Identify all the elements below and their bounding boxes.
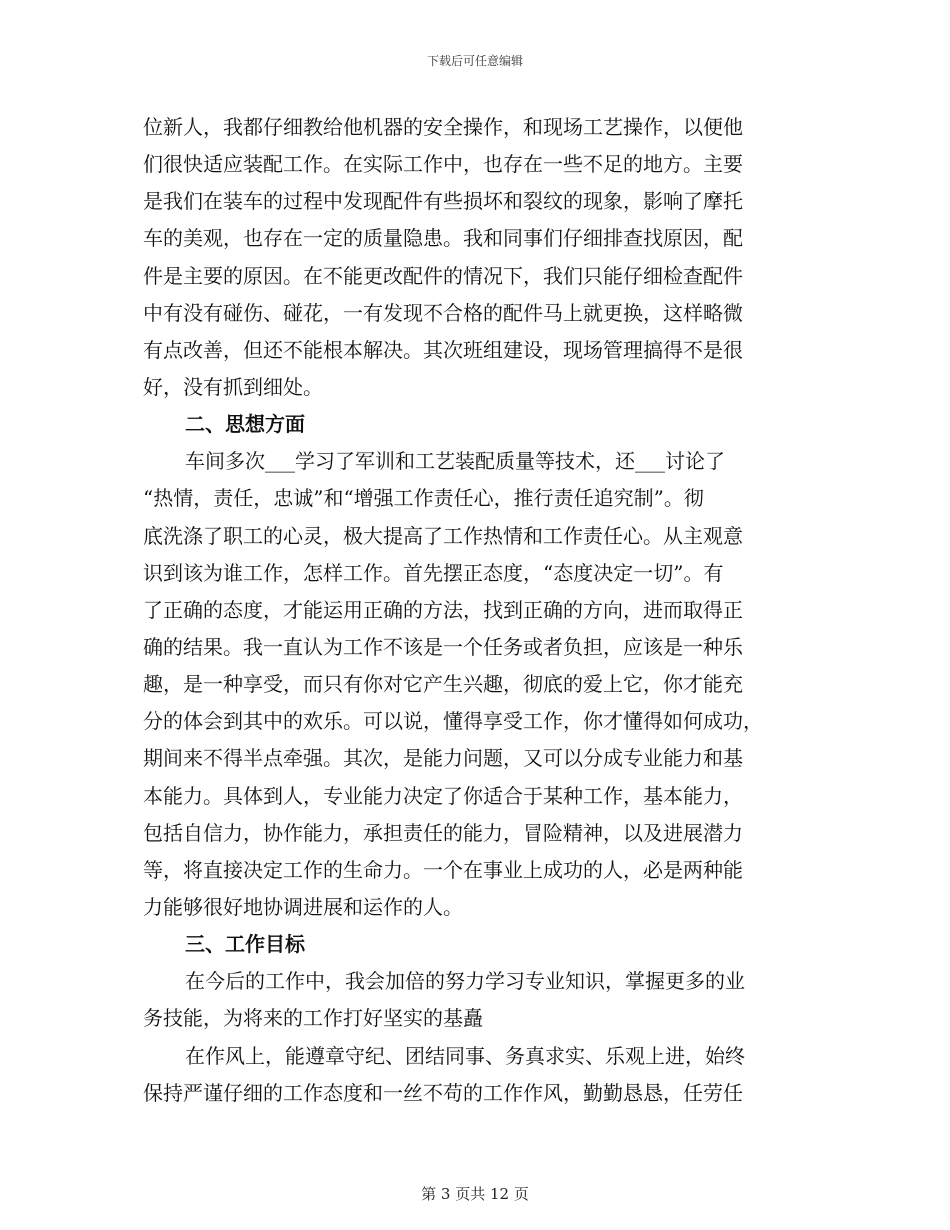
body-line: 保持严谨仔细的工作态度和一丝不苟的工作作风，勤勤恳恳，任劳任	[143, 1080, 743, 1105]
section-heading-thought: 二、思想方面	[185, 412, 305, 437]
paragraph-start: 在今后的工作中，我会加倍的努力学习专业知识，掌握更多的业	[185, 969, 745, 994]
body-line: 了正确的态度，才能运用正确的方法，找到正确的方向，进而取得正	[143, 597, 743, 622]
body-line: 趣，是一种享受，而只有你对它产生兴趣，彻底的爱上它，你才能充	[143, 672, 743, 697]
body-line: 车的美观，也存在一定的质量隐患。我和同事们仔细排查找原因，配	[143, 226, 743, 251]
paragraph-start: 车间多次___学习了军训和工艺装配质量等技术，还___讨论了	[185, 449, 725, 474]
body-line: 有点改善，但还不能根本解决。其次班组建设，现场管理搞得不是很	[143, 337, 743, 362]
section-heading-goals: 三、工作目标	[185, 932, 305, 957]
body-line: 好，没有抓到细处。	[143, 374, 323, 399]
body-line: 位新人，我都仔细教给他机器的安全操作，和现场工艺操作，以便他	[143, 115, 743, 139]
body-line: 件是主要的原因。在不能更改配件的情况下，我们只能仔细检查配件	[143, 263, 743, 288]
body-line: “热情，责任，忠诚”和“增强工作责任心，推行责任追究制”。彻	[143, 486, 704, 511]
body-line: 们很快适应装配工作。在实际工作中，也存在一些不足的地方。主要	[143, 152, 743, 177]
document-body	[143, 109, 803, 1112]
body-line: 底洗涤了职工的心灵，极大提高了工作热情和工作责任心。从主观意	[143, 523, 743, 548]
body-line: 识到该为谁工作，怎样工作。首先摆正态度，“态度决定一切”。有	[143, 560, 724, 585]
body-line: 分的体会到其中的欢乐。可以说，懂得享受工作，你才懂得如何成功，	[143, 709, 763, 734]
body-line: 期间来不得半点牵强。其次，是能力问题，又可以分成专业能力和基	[143, 746, 743, 771]
page-number: 第 3 页共 12 页	[421, 1185, 529, 1203]
body-line: 包括自信力，协作能力，承担责任的能力，冒险精神，以及进展潜力	[143, 820, 743, 845]
body-line: 力能够很好地协调进展和运作的人。	[143, 894, 463, 919]
body-line: 务技能，为将来的工作打好坚实的基矗	[143, 1006, 483, 1031]
page-header: 下载后可任意编辑	[426, 54, 523, 68]
paragraph-start: 在作风上，能遵章守纪、团结同事、务真求实、乐观上进，始终	[185, 1043, 745, 1068]
body-line: 确的结果。我一直认为工作不该是一个任务或者负担，应该是一种乐	[143, 634, 743, 659]
body-line: 是我们在装车的过程中发现配件有些损坏和裂纹的现象，影响了摩托	[143, 189, 743, 214]
body-line: 等，将直接决定工作的生命力。一个在事业上成功的人，必是两种能	[143, 857, 743, 882]
body-line: 本能力。具体到人，专业能力决定了你适合于某种工作，基本能力，	[143, 783, 743, 808]
body-line: 中有没有碰伤、碰花，一有发现不合格的配件马上就更换，这样略微	[143, 300, 743, 325]
